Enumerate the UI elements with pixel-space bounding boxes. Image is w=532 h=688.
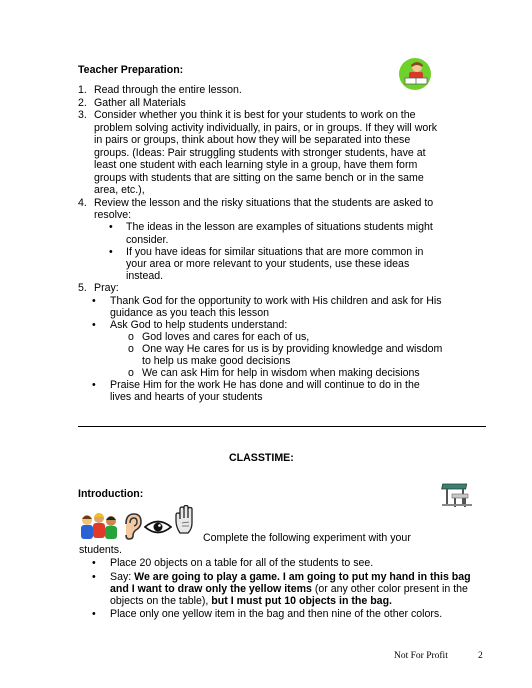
pray-bullet-line: Thank God for the opportunity to work with His children and ask for His — [110, 295, 442, 307]
intro-say-line-2 — [110, 583, 468, 595]
ear-icon — [121, 512, 143, 540]
bullet-glyph: • — [92, 608, 96, 620]
item4-bullet-line: If you have ideas for similar situations that are more common in — [126, 246, 424, 258]
pray-bullet-line: guidance as you teach this lesson — [110, 307, 270, 319]
say-bold-text: We are going to play a game. I am going to put my hand in this bag — [134, 571, 471, 583]
pray-bullet-line: Ask God to help students understand: — [110, 319, 288, 331]
prep-item-4-line: resolve: — [94, 209, 132, 221]
item-number: 2. — [78, 97, 87, 109]
bullet-glyph: • — [109, 246, 113, 258]
bullet-glyph: • — [92, 571, 96, 583]
bullet-glyph: • — [92, 319, 96, 331]
sub-bullet-glyph: o — [128, 367, 134, 379]
sub-bullet-line: God loves and cares for each of us, — [142, 331, 310, 343]
footer-text: Not For Profit — [394, 651, 448, 661]
prep-item-3-line: least one student with each learning style in a group, have them form — [94, 159, 418, 171]
item4-bullet-line: your area or more relevant to your students, use these ideas — [126, 258, 410, 270]
say-bold-text: but I must put 10 objects in the bag. — [211, 595, 392, 607]
prep-item-2: Gather all Materials — [94, 97, 186, 109]
school-desk-icon — [438, 478, 476, 510]
intro-bullet-1: Place 20 objects on a table for all of the students to see. — [110, 557, 374, 569]
item-number: 5. — [78, 282, 87, 294]
sub-bullet-glyph: o — [128, 343, 134, 355]
bullet-glyph: • — [109, 221, 113, 233]
intro-say-line-1 — [110, 571, 471, 583]
intro-say-line-3 — [110, 595, 392, 607]
prep-item-3-line: groups. (Ideas: Pair struggling students with stronger students, have at — [94, 147, 426, 159]
say-normal-text: (or any other color present in the — [311, 583, 468, 595]
say-bold-text: and I want to draw only the yellow items — [110, 583, 312, 595]
teacher-prep-heading: Teacher Preparation: — [78, 64, 184, 76]
item4-bullet-line: The ideas in the lesson are examples of situations students might — [126, 221, 433, 233]
prep-item-3-line: area, etc.), — [94, 184, 145, 196]
bullet-glyph: • — [92, 379, 96, 391]
reading-student-icon — [397, 57, 433, 91]
item-number: 3. — [78, 109, 87, 121]
prep-item-3-line: problem solving activity individually, in pairs, or in groups. If they will work — [94, 122, 438, 134]
students-group-icon — [79, 511, 119, 541]
sub-bullet-line: One way He cares for us is by providing knowledge and wisdom — [142, 343, 443, 355]
intro-lead-line: students. — [79, 544, 122, 556]
classtime-heading: CLASSTIME: — [229, 452, 294, 464]
prep-item-4-line: Review the lesson and the risky situations that the students are asked to — [94, 197, 434, 209]
sub-bullet-glyph: o — [128, 331, 134, 343]
item-number: 1. — [78, 84, 87, 96]
item4-bullet-line: instead. — [126, 270, 164, 282]
item4-bullet-line: consider. — [126, 234, 169, 246]
prep-item-3-line: groups with students that are sitting on the same bench or in the same — [94, 172, 424, 184]
eye-icon — [144, 519, 172, 535]
say-normal-text: objects on the table), — [110, 595, 212, 607]
say-label: Say: — [110, 571, 135, 583]
prep-item-3-line: in pairs or groups, think about how they will be separated into these — [94, 134, 411, 146]
prep-item-1: Read through the entire lesson. — [94, 84, 242, 96]
hand-icon — [173, 505, 197, 535]
sub-bullet-line: We can ask Him for help in wisdom when making decisions — [142, 367, 420, 379]
introduction-heading: Introduction: — [78, 488, 144, 500]
sub-bullet-line: to help us make good decisions — [142, 355, 291, 367]
intro-bullet-3: Place only one yellow item in the bag and then nine of the other colors. — [110, 608, 443, 620]
bullet-glyph: • — [92, 295, 96, 307]
section-divider — [78, 426, 486, 427]
pray-bullet-line: lives and hearts of your students — [110, 391, 263, 403]
page-number: 2 — [478, 651, 483, 661]
pray-bullet-line: Praise Him for the work He has done and will continue to do in the — [110, 379, 420, 391]
item-number: 4. — [78, 197, 87, 209]
bullet-glyph: • — [92, 557, 96, 569]
intro-lead-line: Complete the following experiment with your — [203, 532, 411, 544]
prep-item-5: Pray: — [94, 282, 119, 294]
prep-item-3-line: Consider whether you think it is best for your students to work on the — [94, 109, 416, 121]
